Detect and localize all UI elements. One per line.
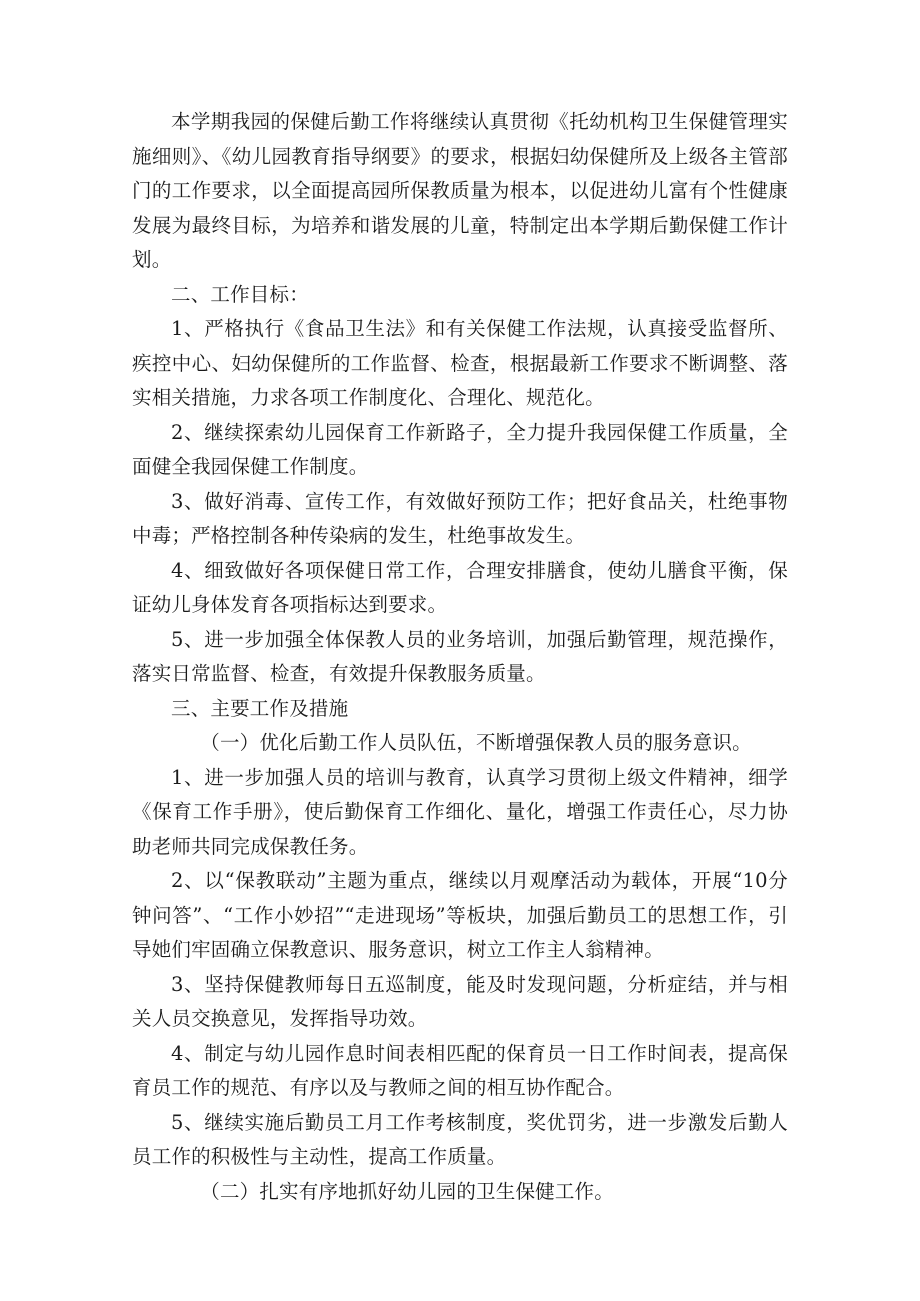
section-heading-goals: 二、工作目标： xyxy=(171,282,309,306)
measure-item-2: 2、以“保教联动”主题为重点，继续以月观摩活动为载体，开展“10分钟问答”、“工作小妙招”“走进现场”等板块，加强后勤员工的思想工作，引导她们牢固确立保教意识、服务意识，树立工作主人翁精神。 xyxy=(132,869,788,961)
measure-item-3: 3、坚持保健教师每日五巡制度，能及时发现问题，分析症结，并与相关人员交换意见，发挥指导功效。 xyxy=(132,972,788,1030)
goal-item-5: 5、进一步加强全体保教人员的业务培训，加强后勤管理，规范操作，落实日常监督、检查，有效提升保教服务质量。 xyxy=(132,627,788,685)
measure-item-1: 1、进一步加强人员的培训与教育，认真学习贯彻上级文件精神，细学《保育工作手册》，使后勤保育工作细化、量化，增强工作责任心，尽力协助老师共同完成保教任务。 xyxy=(132,765,788,858)
goal-item-4: 4、细致做好各项保健日常工作，合理安排膳食，使幼儿膳食平衡，保证幼儿身体发育各项指标达到要求。 xyxy=(132,558,788,616)
measure-item-4: 4、制定与幼儿园作息时间表相匹配的保育员一日工作时间表，提高保育员工作的规范、有序以及与教师之间的相互协作配合。 xyxy=(132,1041,788,1099)
subsection-heading-1: （一）优化后勤工作人员队伍，不断增强保教人员的服务意识。 xyxy=(200,731,752,754)
document-body xyxy=(132,105,788,1209)
goal-item-2: 2、继续探索幼儿园保育工作新路子，全力提升我园保健工作质量，全面健全我园保健工作制度。 xyxy=(132,420,788,478)
measure-item-5: 5、继续实施后勤员工月工作考核制度，奖优罚劣，进一步激发后勤人员工作的积极性与主动性，提高工作质量。 xyxy=(132,1110,788,1168)
section-heading-measures: 三、主要工作及措施 xyxy=(171,696,349,720)
subsection-heading-2: （二）扎实有序地抓好幼儿园的卫生保健工作。 xyxy=(200,1179,614,1203)
intro-paragraph: 本学期我园的保健后勤工作将继续认真贯彻《托幼机构卫生保健管理实施细则》、《幼儿园教育指导纲要》的要求，根据妇幼保健所及上级各主管部门的工作要求，以全面提高园所保教质量为根本，以促进幼儿富有个性健康发展为最终目标，为培养和谐发展的儿童，特制定出本学期后勤保健工作计划。 xyxy=(132,110,788,271)
goal-item-1: 1、严格执行《食品卫生法》和有关保健工作法规，认真接受监督所、疾控中心、妇幼保健所的工作监督、检查，根据最新工作要求不断调整、落实相关措施，力求各项工作制度化、合理化、规范化。 xyxy=(132,317,788,409)
goal-item-3: 3、做好消毒、宣传工作，有效做好预防工作；把好食品关，杜绝事物中毒；严格控制各种传染病的发生，杜绝事故发生。 xyxy=(132,489,788,547)
